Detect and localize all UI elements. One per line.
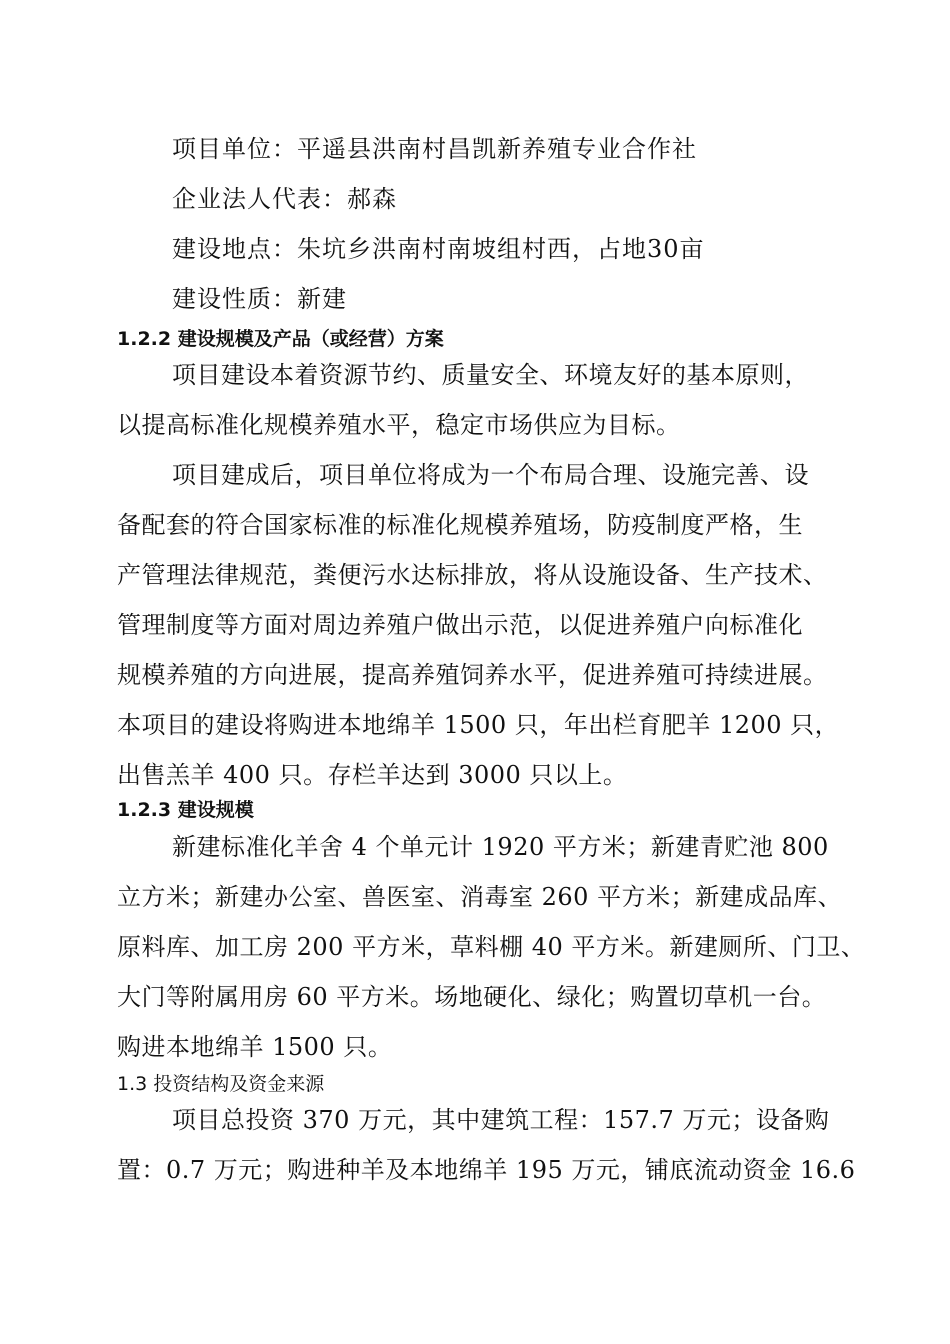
paragraph-line: 备配套的符合国家标准的标准化规模养殖场，防疫制度严格，生 [117, 511, 803, 539]
paragraph-line: 大门等附属用房 60 平方米。场地硬化、绿化；购置切草机一台。 [117, 983, 827, 1011]
paragraph-line: 本项目的建设将购进本地绵羊 1500 只，年出栏育肥羊 1200 只， [117, 711, 840, 739]
section-1-2-3-heading: 1.2.3 建设规模 [117, 799, 254, 821]
paragraph-line: 规模养殖的方向进展，提高养殖饲养水平，促进养殖可持续进展。 [117, 661, 828, 689]
construction-location-line: 建设地点：朱坑乡洪南村南坡组村西，占地30亩 [172, 235, 705, 263]
section-1-3-heading: 1.3 投资结构及资金来源 [117, 1073, 325, 1095]
paragraph-line: 购进本地绵羊 1500 只。 [117, 1033, 393, 1061]
paragraph-line: 出售羔羊 400 只。存栏羊达到 3000 只以上。 [117, 761, 628, 789]
section-1-2-2-paragraph-2 [117, 450, 857, 800]
section-1-2-2-heading: 1.2.2 建设规模及产品（或经营）方案 [117, 328, 444, 350]
paragraph-line: 项目建成后，项目单位将成为一个布局合理、设施完善、设 [172, 461, 809, 489]
legal-representative-line: 企业法人代表：郝森 [172, 185, 397, 213]
paragraph-line: 原料库、加工房 200 平方米，草料棚 40 平方米。新建厕所、门卫、 [117, 933, 866, 961]
section-1-3-paragraph-1 [117, 1095, 857, 1195]
paragraph-line: 产管理法律规范，粪便污水达标排放，将从设施设备、生产技术、 [117, 561, 828, 589]
paragraph-line: 管理制度等方面对周边养殖户做出示范，以促进养殖户向标准化 [117, 611, 803, 639]
paragraph-line: 立方米；新建办公室、兽医室、消毒室 260 平方米；新建成品库、 [117, 883, 843, 911]
paragraph-line: 以提高标准化规模养殖水平，稳定市场供应为目标。 [117, 411, 681, 439]
paragraph-line: 项目总投资 370 万元，其中建筑工程：157.7 万元；设备购 [172, 1106, 830, 1134]
construction-nature-line: 建设性质：新建 [172, 285, 347, 313]
project-unit-line: 项目单位：平遥县洪南村昌凯新养殖专业合作社 [172, 135, 697, 163]
section-1-2-2-paragraph-1 [117, 350, 857, 450]
paragraph-line: 新建标准化羊舍 4 个单元计 1920 平方米；新建青贮池 800 [172, 833, 829, 861]
paragraph-line: 置：0.7 万元；购进种羊及本地绵羊 195 万元，铺底流动资金 16.6 [117, 1156, 856, 1184]
section-1-2-3-paragraph-1 [117, 822, 866, 1072]
paragraph-line: 项目建设本着资源节约、质量安全、环境友好的基本原则， [172, 361, 809, 389]
